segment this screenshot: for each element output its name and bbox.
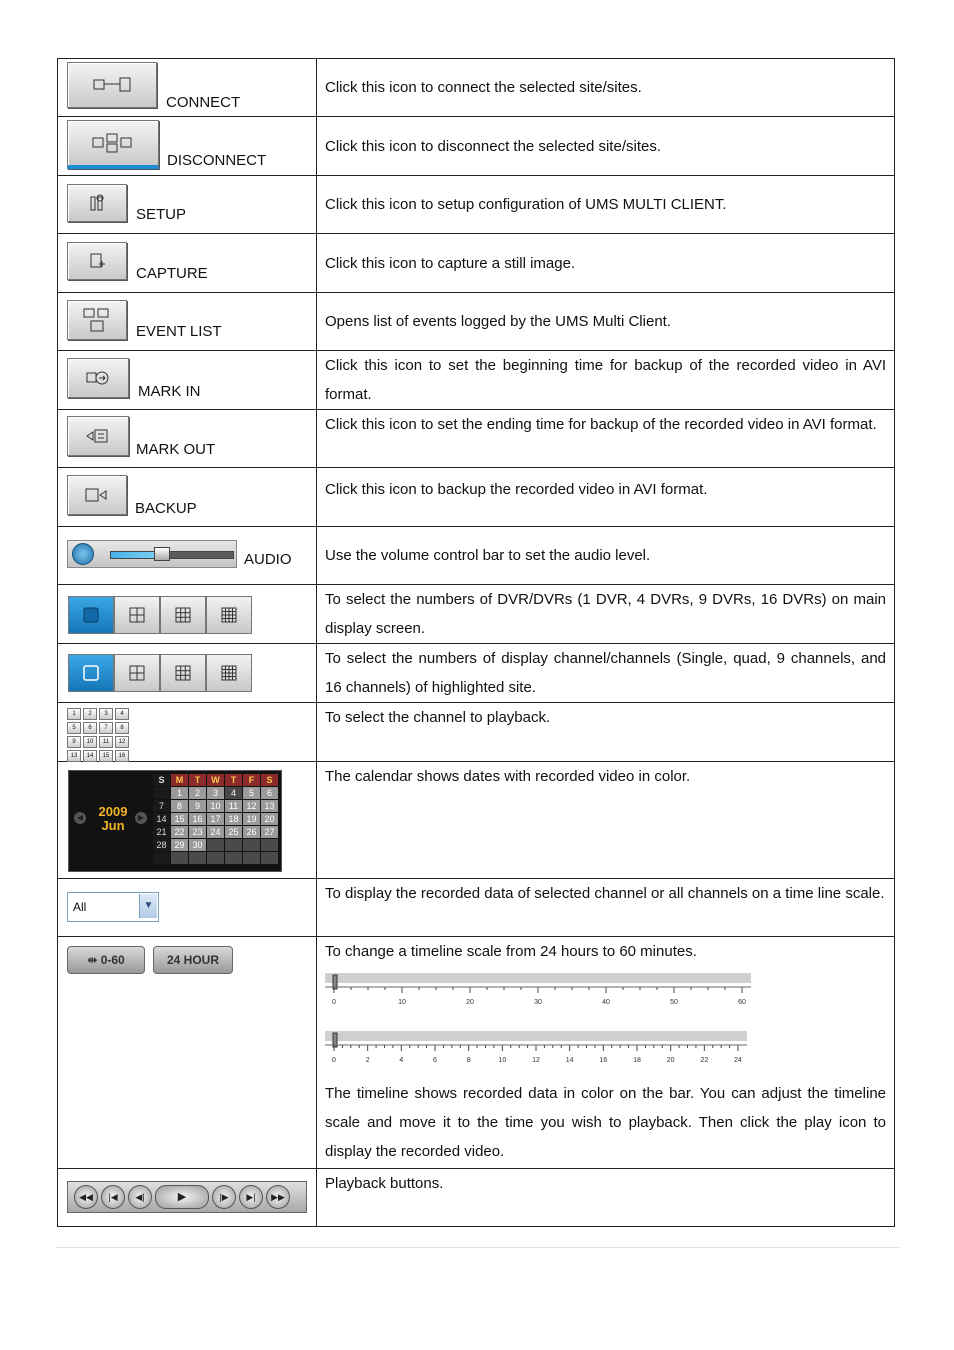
calendar-date[interactable]: 10 xyxy=(207,800,224,812)
channel-button[interactable]: 1 xyxy=(67,708,81,720)
row-description: To display the recorded data of selected channel or all channels on a time line scale. xyxy=(317,879,895,937)
timeline-tick-label: 24 xyxy=(734,1057,742,1064)
calendar-date[interactable]: 3 xyxy=(207,787,224,799)
channel-button[interactable]: 13 xyxy=(67,750,81,762)
weekday-header: T xyxy=(189,774,206,786)
calendar-date[interactable]: 24 xyxy=(207,826,224,838)
row-description: Click this icon to setup configuration of UMS MULTI CLIENT. xyxy=(317,176,895,234)
split-16-button[interactable] xyxy=(206,596,252,634)
channel-button[interactable]: 12 xyxy=(115,736,129,748)
sixteen-view-icon xyxy=(221,607,237,623)
channel-nine-button[interactable] xyxy=(160,654,206,692)
channel-button[interactable]: 7 xyxy=(99,722,113,734)
timeline-tick-label: 22 xyxy=(700,1057,709,1064)
channel-button[interactable]: 3 xyxy=(99,708,113,720)
scale-24-label: 24 HOUR xyxy=(166,953,219,967)
timeline-tick-label: 10 xyxy=(398,999,406,1006)
timeline-tick-label: 0 xyxy=(332,1057,336,1064)
table-row xyxy=(58,351,895,410)
calendar-empty-cell xyxy=(153,787,170,799)
audio-label: AUDIO xyxy=(244,551,292,568)
weekday-header: S xyxy=(261,774,278,786)
calendar-date[interactable]: 5 xyxy=(243,787,260,799)
channel-button[interactable]: 15 xyxy=(99,750,113,762)
weekday-header: M xyxy=(171,774,188,786)
row-description: Playback buttons. xyxy=(317,1169,895,1227)
event-list-icon xyxy=(82,307,112,333)
timeline-tick-label: 20 xyxy=(666,1057,675,1064)
calendar-date[interactable]: 17 xyxy=(207,813,224,825)
mark-in-label: MARK IN xyxy=(138,383,201,400)
channel-selector-grid xyxy=(67,708,129,762)
step-back-icon[interactable]: ◀| xyxy=(128,1185,152,1209)
calendar-date[interactable]: 29 xyxy=(171,839,188,851)
capture-label: CAPTURE xyxy=(136,265,208,282)
split-1-button[interactable] xyxy=(68,596,114,634)
table-row xyxy=(58,410,895,468)
table-row xyxy=(58,644,895,703)
timeline-description-cell xyxy=(317,937,895,1169)
channel-button[interactable]: 4 xyxy=(115,708,129,720)
timeline-hours[interactable] xyxy=(325,1031,747,1067)
mark-out-icon xyxy=(85,428,111,444)
disconnect-label: DISCONNECT xyxy=(167,152,267,169)
backup-icon xyxy=(84,487,110,503)
mark-out-button[interactable] xyxy=(67,416,129,456)
next-month-icon[interactable]: ▶ xyxy=(135,812,147,824)
calendar-date[interactable]: 12 xyxy=(243,800,260,812)
channel-button[interactable]: 5 xyxy=(67,722,81,734)
table-row xyxy=(58,527,895,585)
weekday-header: S xyxy=(153,774,170,786)
timeline-tick-label: 10 xyxy=(498,1057,507,1064)
calendar xyxy=(68,770,282,872)
event-list-label: EVENT LIST xyxy=(136,323,222,340)
connect-button[interactable] xyxy=(67,62,157,108)
calendar-date[interactable]: 14 xyxy=(153,813,170,825)
timeline-tick-label: 20 xyxy=(466,999,474,1006)
row-description: The calendar shows dates with recorded video in color. xyxy=(317,762,895,879)
calendar-empty-cell xyxy=(153,852,170,864)
prev-month-icon[interactable]: ◀ xyxy=(74,812,86,824)
channel-button[interactable]: 6 xyxy=(83,722,97,734)
volume-track[interactable] xyxy=(110,551,234,559)
weekday-header: T xyxy=(225,774,242,786)
quad-view-icon xyxy=(129,607,145,623)
calendar-date[interactable]: 2 xyxy=(189,787,206,799)
timeline-tick-label: 60 xyxy=(738,999,746,1006)
timeline-tick-label: 50 xyxy=(670,999,678,1006)
table-row xyxy=(58,59,895,117)
mark-out-label: MARK OUT xyxy=(136,441,216,458)
scale-60-label: 0-60 xyxy=(100,953,125,967)
channel-quad-button[interactable] xyxy=(114,654,160,692)
icon-reference-table xyxy=(57,58,895,1227)
timeline-tick-label: 40 xyxy=(602,999,610,1006)
step-forward-icon[interactable]: |▶ xyxy=(212,1185,236,1209)
calendar-date[interactable]: 21 xyxy=(153,826,170,838)
channel-filter-select[interactable] xyxy=(67,892,159,922)
nine-view-icon xyxy=(175,607,191,623)
calendar-date[interactable]: 20 xyxy=(261,813,278,825)
channel-button[interactable]: 11 xyxy=(99,736,113,748)
skip-forward-icon[interactable]: ▶| xyxy=(239,1185,263,1209)
row-description: Opens list of events logged by the UMS Multi Client. xyxy=(317,293,895,351)
row-description-detail: The timeline shows recorded data in color on the bar. You can adjust the timeline scale and move it to the time you wish to playback. Then click the play icon to display the recorded video. xyxy=(325,1085,886,1160)
row-description: Click this icon to connect the selected site/sites. xyxy=(317,59,895,117)
audio-volume-control[interactable] xyxy=(67,540,237,568)
calendar-date[interactable]: 26 xyxy=(243,826,260,838)
channel-button[interactable]: 9 xyxy=(67,736,81,748)
single-view-icon xyxy=(83,665,99,681)
calendar-empty-cell xyxy=(189,852,206,864)
calendar-year: 2009 xyxy=(98,804,128,819)
timeline-tick-label: 8 xyxy=(466,1057,471,1064)
timeline-tick-label: 30 xyxy=(534,999,542,1006)
fast-rewind-icon[interactable]: ◀◀ xyxy=(74,1185,98,1209)
table-row xyxy=(58,1169,895,1227)
channel-single-button[interactable] xyxy=(68,654,114,692)
single-view-icon xyxy=(83,607,99,623)
calendar-empty-cell xyxy=(261,839,278,851)
setup-label: SETUP xyxy=(136,206,187,223)
calendar-empty-cell xyxy=(243,852,260,864)
channel-button[interactable]: 16 xyxy=(115,750,129,762)
setup-icon xyxy=(88,194,106,212)
calendar-empty-cell xyxy=(207,852,224,864)
table-row xyxy=(58,117,895,176)
row-description: Click this icon to disconnect the selected site/sites. xyxy=(317,117,895,176)
table-row xyxy=(58,293,895,351)
table-row xyxy=(58,937,895,1169)
channel-split-selector xyxy=(68,654,252,692)
connect-label: CONNECT xyxy=(166,94,241,111)
calendar-days xyxy=(153,774,278,864)
table-row xyxy=(58,762,895,879)
sixteen-view-icon xyxy=(221,665,237,681)
channel-button[interactable]: 14 xyxy=(83,750,97,762)
mark-in-button[interactable] xyxy=(67,358,129,398)
timeline-tick-label: 2 xyxy=(365,1057,370,1064)
calendar-date[interactable]: 6 xyxy=(261,787,278,799)
calendar-date[interactable]: 16 xyxy=(189,813,206,825)
table-row xyxy=(58,585,895,644)
nine-view-icon xyxy=(175,665,191,681)
backup-label: BACKUP xyxy=(135,500,197,517)
calendar-empty-cell xyxy=(207,839,224,851)
range-icon: ⇹ xyxy=(87,953,98,967)
timeline-bar xyxy=(325,973,751,983)
timeline-tick-label: 6 xyxy=(433,1057,437,1064)
capture-button[interactable] xyxy=(67,242,127,280)
setup-button[interactable] xyxy=(67,184,127,222)
scale-24-hour-button[interactable] xyxy=(153,946,233,974)
calendar-year-month xyxy=(97,805,129,833)
row-description: To select the channel to playback. xyxy=(317,703,895,762)
page-footer-rule xyxy=(55,1247,900,1248)
calendar-date[interactable]: 28 xyxy=(153,839,170,851)
row-description: Use the volume control bar to set the audio level. xyxy=(317,527,895,585)
timeline-bar xyxy=(325,1031,747,1041)
split-9-button[interactable] xyxy=(160,596,206,634)
play-icon[interactable]: ▶ xyxy=(155,1185,209,1209)
dvr-split-selector xyxy=(68,596,252,634)
audio-icon[interactable] xyxy=(72,543,94,565)
disconnect-button[interactable] xyxy=(67,120,159,169)
timeline-tick-label: 18 xyxy=(633,1057,641,1064)
timeline-tick-label: 14 xyxy=(565,1057,574,1064)
channel-button[interactable]: 10 xyxy=(83,736,97,748)
timeline-minutes[interactable] xyxy=(325,973,751,1009)
playback-controls xyxy=(67,1181,307,1213)
row-description: Click this icon to set the beginning time for backup of the recorded video in AVI format. xyxy=(317,351,895,410)
skip-back-icon[interactable]: |◀ xyxy=(101,1185,125,1209)
connect-icon xyxy=(92,76,132,94)
table-row xyxy=(58,234,895,293)
disconnect-icon xyxy=(91,132,135,154)
mark-in-icon xyxy=(85,370,111,386)
table-row xyxy=(58,879,895,937)
timeline-tick-label: 0 xyxy=(332,999,336,1006)
calendar-empty-cell xyxy=(171,852,188,864)
timeline-tick-label: 4 xyxy=(399,1057,404,1064)
table-row xyxy=(58,468,895,527)
row-description: Click this icon to backup the recorded video in AVI format. xyxy=(317,468,895,527)
channel-sixteen-button[interactable] xyxy=(206,654,252,692)
timeline-tick-label: 16 xyxy=(599,1057,608,1064)
calendar-date[interactable]: 8 xyxy=(171,800,188,812)
select-value: All xyxy=(73,900,87,914)
chevron-down-icon[interactable]: ▼ xyxy=(139,894,157,918)
row-description: To select the numbers of display channel/channels (Single, quad, 9 channels, and 16 channels) of highlighted site. xyxy=(317,644,895,703)
table-row xyxy=(58,703,895,762)
quad-view-icon xyxy=(129,665,145,681)
calendar-date[interactable]: 9 xyxy=(189,800,206,812)
row-description: Click this icon to capture a still image. xyxy=(317,234,895,293)
calendar-date[interactable]: 27 xyxy=(261,826,278,838)
row-description: Click this icon to set the ending time for backup of the recorded video in AVI format. xyxy=(317,410,895,468)
split-4-button[interactable] xyxy=(114,596,160,634)
backup-button[interactable] xyxy=(67,475,127,515)
calendar-date[interactable]: 4 xyxy=(225,787,242,799)
calendar-date[interactable]: 22 xyxy=(171,826,188,838)
calendar-date[interactable]: 19 xyxy=(243,813,260,825)
table-row xyxy=(58,176,895,234)
weekday-header: W xyxy=(207,774,224,786)
channel-button[interactable]: 2 xyxy=(83,708,97,720)
calendar-date[interactable]: 25 xyxy=(225,826,242,838)
event-list-button[interactable] xyxy=(67,300,127,340)
channel-button[interactable]: 8 xyxy=(115,722,129,734)
calendar-date[interactable]: 30 xyxy=(189,839,206,851)
row-description: To select the numbers of DVR/DVRs (1 DVR, 4 DVRs, 9 DVRs, 16 DVRs) on main display screen. xyxy=(317,585,895,644)
calendar-empty-cell xyxy=(225,852,242,864)
scale-60-min-button[interactable] xyxy=(67,946,145,974)
calendar-date[interactable]: 23 xyxy=(189,826,206,838)
timeline-tick-label: 12 xyxy=(532,1057,540,1064)
weekday-header: F xyxy=(243,774,260,786)
calendar-date[interactable]: 13 xyxy=(261,800,278,812)
calendar-empty-cell xyxy=(261,852,278,864)
calendar-date[interactable]: 7 xyxy=(153,800,170,812)
fast-forward-icon[interactable]: ▶▶ xyxy=(266,1185,290,1209)
calendar-empty-cell xyxy=(225,839,242,851)
capture-icon xyxy=(88,252,106,270)
row-description: To change a timeline scale from 24 hours to 60 minutes. xyxy=(325,943,697,960)
calendar-date[interactable]: 18 xyxy=(225,813,242,825)
calendar-date[interactable]: 11 xyxy=(225,800,242,812)
calendar-empty-cell xyxy=(243,839,260,851)
calendar-date[interactable]: 15 xyxy=(171,813,188,825)
calendar-month: Jun xyxy=(101,818,125,833)
volume-slider-thumb[interactable] xyxy=(154,547,170,561)
calendar-date[interactable]: 1 xyxy=(171,787,188,799)
